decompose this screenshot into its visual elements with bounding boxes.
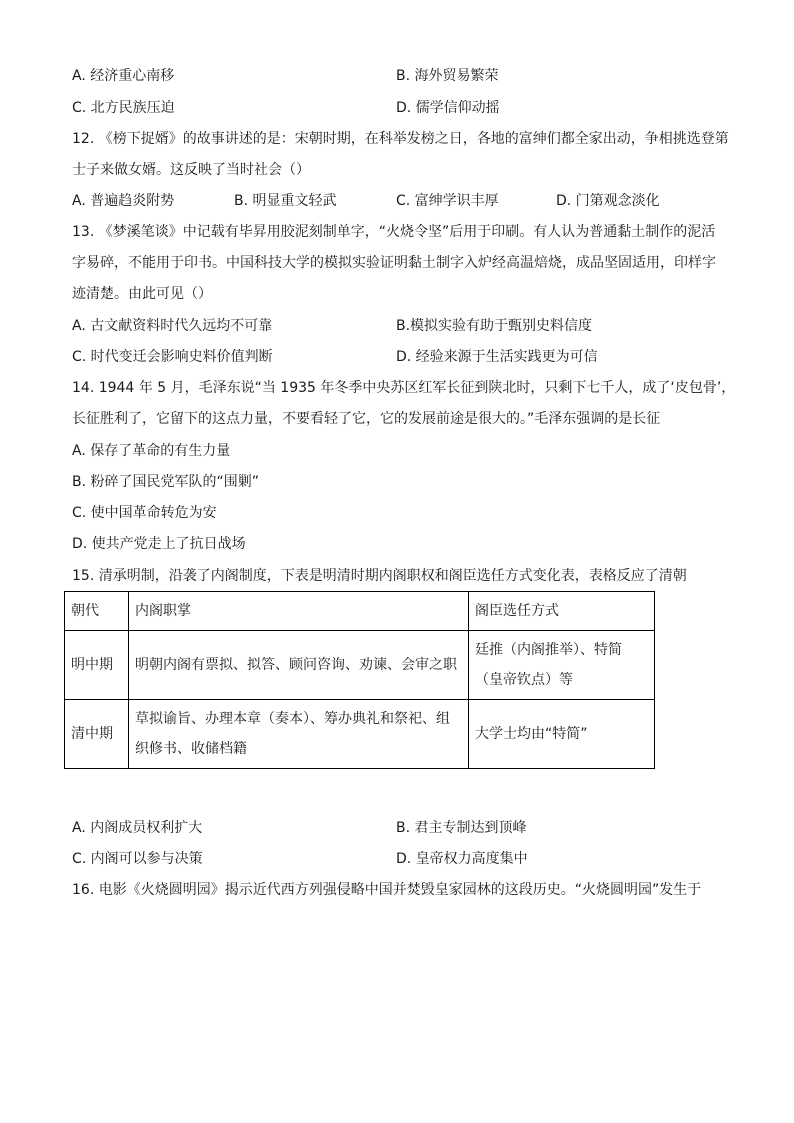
q15-table — [64, 591, 655, 769]
q15-option-b: B. 君主专制达到顶峰 — [396, 820, 527, 836]
q13-option-c: C. 时代变迁会影响史料价值判断 — [72, 349, 273, 365]
q12-option-b: B. 明显重文轻武 — [234, 193, 337, 209]
q14-option-a: A. 保存了革命的有生力量 — [72, 443, 231, 459]
table-header-cell: 阁臣选任方式 — [469, 592, 655, 631]
q11-option-d: D. 儒学信仰动摇 — [396, 100, 500, 116]
q16-stem: 16. 电影《火烧圆明园》揭示近代西方列强侵略中国并焚毁皇家园林的这段历史。“火烧圆明园”发生于 — [72, 882, 702, 898]
table-cell: 草拟谕旨、办理本章（奏本）、筹办典礼和祭祀、组织修书、收储档籍 — [129, 700, 469, 769]
q11-option-c: C. 北方民族压迫 — [72, 100, 175, 116]
table-cell: 明朝内阁有票拟、拟答、顾问咨询、劝谏、会审之职 — [129, 631, 469, 700]
q15-option-d: D. 皇帝权力高度集中 — [396, 851, 528, 867]
q14-option-d: D. 使共产党走上了抗日战场 — [72, 536, 246, 552]
q15-option-c: C. 内阁可以参与决策 — [72, 851, 203, 867]
table-header-row — [65, 592, 655, 631]
q12-option-d: D. 门第观念淡化 — [556, 193, 660, 209]
table-row — [65, 700, 655, 769]
table-header-cell: 朝代 — [65, 592, 129, 631]
table-cell: 廷推（内阁推举）、特简（皇帝钦点）等 — [469, 631, 655, 700]
q15-stem: 15. 清承明制，沿袭了内阁制度，下表是明清时期内阁职权和阁臣选任方式变化表，表格反应了清朝 — [72, 568, 687, 584]
table-cell: 明中期 — [65, 631, 129, 700]
q11-option-b: B. 海外贸易繁荣 — [396, 68, 499, 84]
q12-option-a: A. 普遍趋炎附势 — [72, 193, 175, 209]
q13-stem-line-3: 迹清楚。由此可见（） — [72, 286, 212, 302]
q14-option-c: C. 使中国革命转危为安 — [72, 505, 217, 521]
q13-stem-line-2: 字易碎，不能用于印书。中国科技大学的模拟实验证明黏土制字入炉经高温焙烧，成品坚固适用，印样字 — [72, 255, 716, 271]
q13-option-b: B.模拟实验有助于甄别史料信度 — [396, 318, 593, 334]
q13-stem-line-1: 13. 《梦溪笔谈》中记载有毕昇用胶泥刻制单字，“火烧令坚”后用于印刷。有人认为普通黏土制作的泥活 — [72, 224, 716, 240]
q12-stem-line-2: 士子来做女婿。这反映了当时社会（） — [72, 162, 310, 178]
q11-option-a: A. 经济重心南移 — [72, 68, 175, 84]
q14-stem-line-2: 长征胜利了，它留下的这点力量，不要看轻了它，它的发展前途是很大的。”毛泽东强调的是长征 — [72, 411, 661, 427]
q12-stem-line-1: 12. 《榜下捉婿》的故事讲述的是：宋朝时期，在科举发榜之日，各地的富绅们都全家出动，争相挑选登第 — [72, 131, 729, 147]
table-header-cell: 内阁职掌 — [129, 592, 469, 631]
q13-option-a: A. 古文献资料时代久远均不可靠 — [72, 318, 273, 334]
table-cell: 大学士均由“特简” — [469, 700, 655, 769]
table-cell: 清中期 — [65, 700, 129, 769]
q15-option-a: A. 内阁成员权利扩大 — [72, 820, 203, 836]
q13-option-d: D. 经验来源于生活实践更为可信 — [396, 349, 598, 365]
table-row — [65, 631, 655, 700]
q14-option-b: B. 粉碎了国民党军队的“围剿” — [72, 474, 260, 490]
q14-stem-line-1: 14. 1944 年 5 月，毛泽东说“当 1935 年冬季中央苏区红军长征到陕北时，只剩下七千人，成了‘皮包骨’， — [72, 380, 736, 396]
q12-option-c: C. 富绅学识丰厚 — [396, 193, 499, 209]
